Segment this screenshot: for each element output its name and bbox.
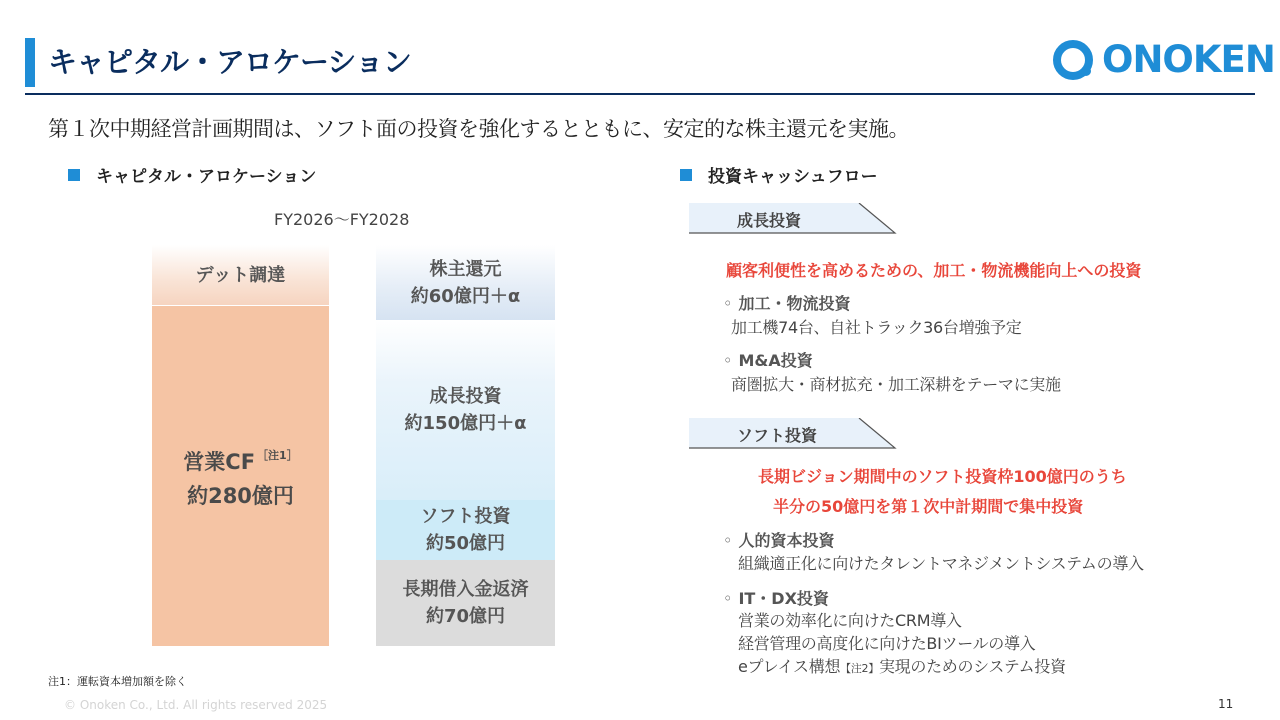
- square-bullet-icon: [680, 169, 692, 181]
- use-shareholder-return-block: [376, 245, 555, 320]
- soft-item-desc: [738, 654, 1066, 677]
- growth-headline: 顧客利便性を高めるための、加工・物流機能向上への投資: [726, 261, 1142, 280]
- growth-item-desc: 商圏拡大・商材拡充・加工深耕をテーマに実施: [731, 375, 1061, 394]
- block-label: 株主還元: [429, 258, 502, 280]
- footnote: 注1：運転資本増加額を除く: [48, 675, 187, 688]
- soft-item-title: [723, 586, 829, 609]
- source-debt-block: [152, 245, 329, 305]
- use-soft-investment-block: [376, 500, 555, 560]
- page-number: 11: [1218, 697, 1234, 711]
- block-label: [183, 439, 297, 479]
- use-loan-repayment-block: [376, 560, 555, 646]
- bullet-icon: ◦: [723, 351, 733, 370]
- block-label: 長期借入金返済: [402, 579, 529, 600]
- use-growth-investment-block: [376, 320, 555, 500]
- square-bullet-icon: [68, 169, 80, 181]
- section-heading-text: 投資キャッシュフロー: [708, 167, 878, 187]
- tag-label: ソフト投資: [737, 426, 818, 445]
- soft-item-desc: 経営管理の高度化に向けたBIツールの導入: [738, 634, 1036, 653]
- block-amount: 約50億円: [425, 533, 506, 554]
- footnote-ref: ［注1］: [257, 449, 298, 462]
- growth-item-title: [723, 291, 850, 314]
- growth-investment-tag: [689, 203, 897, 234]
- block-amount: 約60億円＋α: [410, 285, 521, 307]
- soft-headline-line1: 長期ビジョン期間中のソフト投資枠100億円のうち: [758, 467, 1127, 486]
- block-label: 成長投資: [429, 386, 502, 407]
- soft-item-title: [723, 528, 834, 551]
- period-label: FY2026～FY2028: [274, 210, 410, 229]
- section-heading-capital-allocation: [68, 162, 316, 187]
- desc-text: 実現のためのシステム投資: [878, 657, 1066, 676]
- soft-item-desc: 組織適正化に向けたタレントマネジメントシステムの導入: [738, 554, 1144, 573]
- block-amount: 約280億円: [187, 484, 294, 508]
- title-accent-bar: [25, 38, 35, 87]
- item-title-text: 人的資本投資: [738, 531, 835, 550]
- item-title-text: 加工・物流投資: [738, 294, 851, 313]
- block-label-text: 営業CF: [183, 450, 256, 474]
- bullet-icon: ◦: [723, 589, 733, 608]
- desc-text: eプレイス構想: [738, 657, 841, 676]
- tag-label: 成長投資: [737, 211, 802, 230]
- footnote-ref: 【注2】: [840, 662, 879, 675]
- soft-item-desc: 営業の効率化に向けたCRM導入: [738, 611, 962, 630]
- soft-investment-tag: [689, 418, 897, 449]
- block-label: ソフト投資: [420, 506, 511, 527]
- source-operating-cf-block: [152, 306, 329, 646]
- growth-item-desc: 加工機74台、自社トラック36台増強予定: [731, 318, 1022, 337]
- block-amount: 約70億円: [425, 606, 506, 627]
- soft-headline-line2: 半分の50億円を第１次中計期間で集中投資: [773, 497, 1084, 516]
- growth-item-title: [723, 348, 813, 371]
- copyright: © Onoken Co., Ltd. All rights reserved 2025: [64, 698, 328, 712]
- block-amount: 約150億円＋α: [404, 413, 527, 434]
- page-title: キャピタル・アロケーション: [48, 45, 411, 79]
- logo-text: ONOKEN: [1102, 38, 1275, 81]
- logo-mark-icon: [1052, 39, 1098, 81]
- item-title-text: IT・DX投資: [738, 589, 829, 608]
- title-divider: [25, 93, 1255, 95]
- company-logo: [1052, 38, 1275, 81]
- bullet-icon: ◦: [723, 294, 733, 313]
- item-title-text: M&A投資: [738, 351, 813, 370]
- block-label: デット調達: [195, 264, 286, 286]
- lead-sentence: 第１次中期経営計画期間は、ソフト面の投資を強化するとともに、安定的な株主還元を実施。: [48, 117, 909, 141]
- section-heading-text: キャピタル・アロケーション: [96, 167, 317, 187]
- section-heading-investment-cf: [680, 162, 878, 187]
- bullet-icon: ◦: [723, 531, 733, 550]
